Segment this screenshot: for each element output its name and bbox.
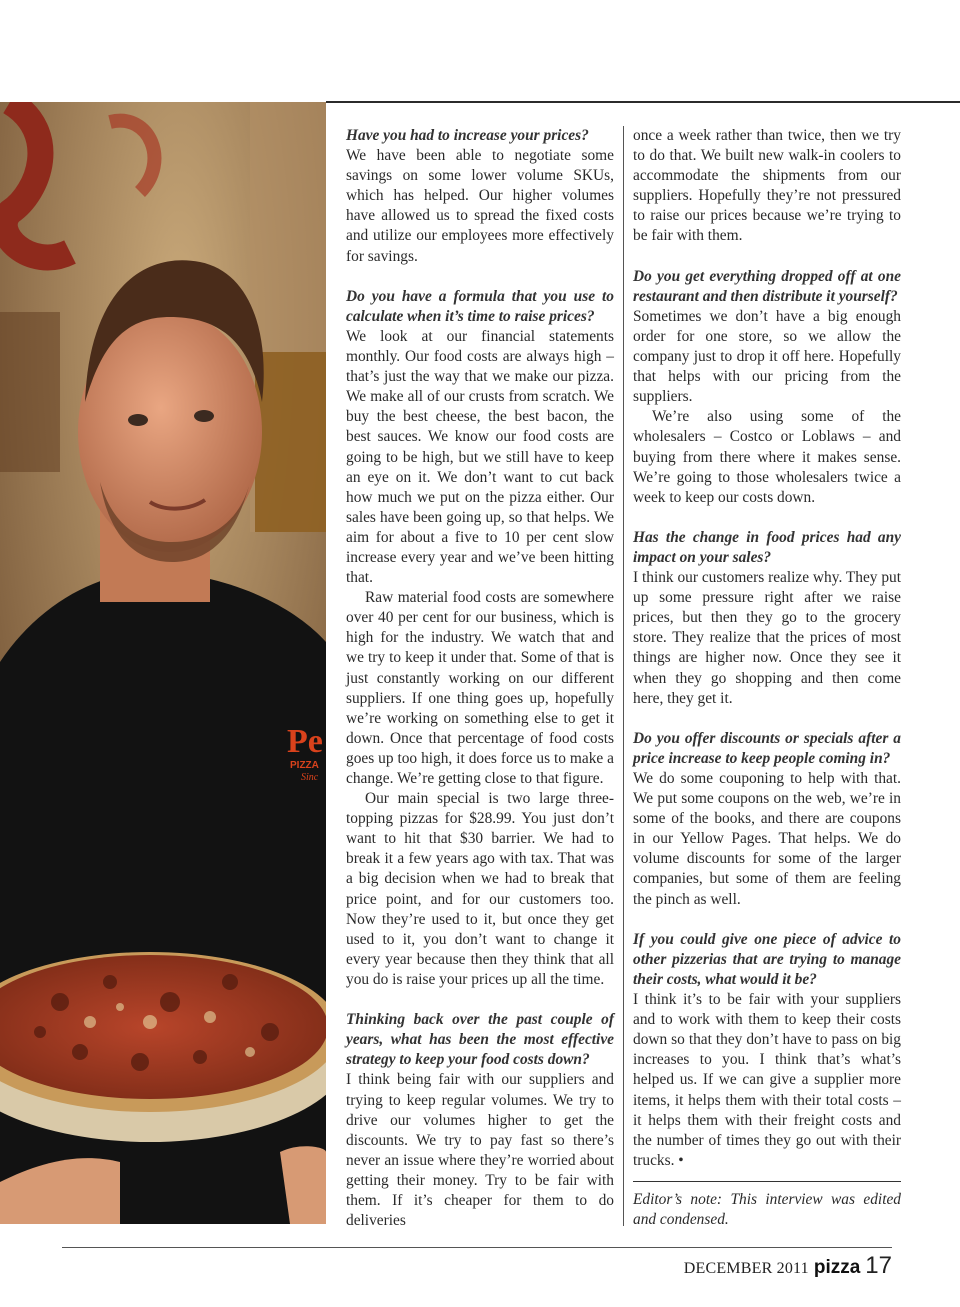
paragraph-gap — [633, 247, 901, 267]
interview-question: Have you had to increase your prices? — [346, 127, 589, 144]
interview-answer: Raw material food costs are somewhere over 40 per cent for our business, which is high for the industry. We watch that and we try to keep it under that. Some of that is just constantly working on our different suppliers. If one thing goes up, hopefully we’re working on something else to get it down. Once that percentage of food costs goes up too high, it does force us to make a change. We’re getting close to that figure. — [346, 589, 614, 787]
article-column-right — [633, 126, 901, 1226]
interview-question: Has the change in food prices had any impact on your sales? — [633, 528, 901, 566]
article-column-left — [346, 126, 614, 1230]
interview-question: If you could give one piece of advice to other pizzerias that are trying to manage their costs, what would it be? — [633, 930, 901, 988]
paragraph-gap — [346, 267, 614, 287]
interview-answer: I think our customers realize why. They put up some pressure right after we raise prices, but then they go to the grocery store. They realize that the prices of most things are higher now. Once they see it when they go shopping and then come here, they get it. — [633, 569, 901, 707]
shirt-logo-since: Sinc — [301, 772, 319, 783]
interview-answer: We do some couponing to help with that. We put some coupons on the web, we’re in some of the books, and there are coupons in our Yellow Pages. That helps. We do volume discounts for some of the larger companies, but some of them are feeling the pinch as well. — [633, 770, 901, 908]
interview-answer: once a week rather than twice, then we try to do that. We built new walk-in coolers to accommodate the shipments from our suppliers. Hopefully they’re not pressured to raise our prices because we’re trying to be fair with them. — [633, 127, 901, 245]
editors-note-rule — [633, 1181, 901, 1182]
footer-rule — [62, 1247, 892, 1248]
interview-answer: Our main special is two large three-topping pizzas for $28.99. You just don’t want to hit that $30 barrier. We had to break it a few years ago with tax. That was a big decision when we had to break that price point, and for our customers too. Now they’re used to it, but once they get used to it, you don’t want to change it every year because then they think that all you do is raise your prices up all the time. — [346, 790, 614, 988]
paragraph-gap — [633, 910, 901, 930]
interview-question: Do you have a formula that you use to calculate when it’s time to raise prices? — [346, 287, 614, 325]
interview-answer: We have been able to negotiate some savings on some lower volume SKUs, which has helped. Our higher volumes have allowed us to spread the fixed costs and utilize our employees more effectively for savings. — [346, 147, 614, 265]
interview-question: Do you offer discounts or specials after a price increase to keep people coming in? — [633, 729, 901, 767]
article-column-right-body — [633, 126, 901, 1171]
page-number: 17 — [865, 1252, 892, 1279]
interview-answer: I think being fair with our suppliers and trying to keep regular volumes. We try to drive our volumes higher to get the discounts. We try to pay fast so there’s never an issue where they’re worried about getting their money. Try to be fair with them. If it’s cheaper for them to do deliveries — [346, 1071, 614, 1230]
interview-question: Thinking back over the past couple of years, what has been the most effective strategy to keep your food costs down? — [346, 1011, 614, 1069]
page-footer — [684, 1252, 892, 1280]
paragraph-gap — [346, 990, 614, 1010]
paragraph-gap — [633, 508, 901, 528]
interview-question: Do you get everything dropped off at one restaurant and then distribute it yourself? — [633, 267, 901, 305]
interview-answer: I think it’s to be fair with your suppliers and to work with them to keep their costs down so that they don’t have to pass on big increases to you. I think that’s what’s helped us. If we can give a supplier more items, it helps them with their total costs – it helps them with their freight costs and the number of times they go out with their trucks. • — [633, 991, 901, 1169]
shirt-logo-sub: PIZZA — [290, 760, 319, 771]
interview-answer: We’re also using some of the wholesalers – Costco or Loblaws – and buying from there where it makes sense. We’re going to those wholesalers twice a week to keep our costs down. — [633, 408, 901, 506]
issue-date: DECEMBER 2011 — [683, 1260, 809, 1277]
magazine-name: pizza — [813, 1257, 861, 1278]
interview-answer: We look at our financial statements monthly. Our food costs are always high – that’s just the way that we make our pizza. We make all of our crusts from scratch. We buy the best cheese, the best bacon, the best sauces. We know our food costs are going to be high, but we still have to keep an eye on it. We don’t want to cut back how much we put on the pizza either. Our sales have been going up, so that helps. We aim for about a five to 10 per cent slow increase every year and we’ve been hitting that. — [346, 327, 614, 587]
shirt-logo-main: Pe — [287, 723, 323, 760]
paragraph-gap — [633, 709, 901, 729]
editors-note: Editor’s note: This interview was edited and condensed. — [633, 1190, 901, 1228]
interview-photo — [0, 102, 326, 1224]
interview-answer: Sometimes we don’t have a big enough order for one store, so we allow the company just to drop it off here. Hopefully that helps with our pricing from the suppliers. — [633, 307, 901, 406]
top-rule — [326, 101, 960, 103]
column-divider — [623, 126, 624, 1226]
